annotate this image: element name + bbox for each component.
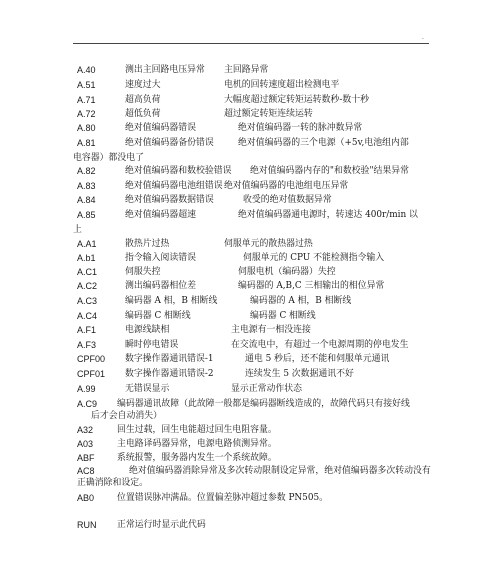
note-text: 回生过载，回生电能超过回生电阻容量。 [117, 425, 277, 435]
alarm-name: 速度过大 [125, 80, 161, 90]
alarm-description: 绝对值编码器的电池组电压异常 [224, 181, 349, 191]
alarm-description: 在交流电中，有超过一个电源周期的停电发生 [231, 340, 409, 350]
alarm-code: A.51 [77, 80, 96, 90]
alarm-code: A.C2 [77, 281, 98, 291]
note-text: 正确消除和设定。 [77, 478, 148, 488]
alarm-name: 编码器 A 相，B 相断线 [125, 296, 218, 306]
alarm-code: A.80 [77, 123, 96, 133]
alarm-description: 主电源有一相没连接 [231, 325, 311, 335]
alarm-name: 绝对值编码器数据错误 [125, 195, 214, 205]
alarm-code: A.71 [77, 95, 96, 105]
alarm-code: A.84 [77, 195, 96, 205]
alarm-name: 指令输入阅读错误 [125, 253, 196, 263]
alarm-code: A.40 [77, 65, 96, 75]
alarm-code: A.99 [77, 384, 96, 394]
alarm-name: 绝对值编码器备份错误 [125, 138, 214, 148]
alarm-description: 伺服电机（编码器）失控 [238, 267, 336, 277]
note-text: 系统报警，服务器内发生一个系统故障。 [117, 453, 277, 463]
alarm-description: 绝对值编码器内存的"和数校验"结果异常 [250, 166, 410, 176]
alarm-code: A.81 [77, 138, 96, 148]
note-text: 位置错误脉冲满晶。位置偏差脉冲超过参数 PN505。 [117, 493, 328, 503]
alarm-name: 电容器）都没电了 [73, 153, 144, 163]
note-code: A03 [77, 439, 94, 449]
alarm-code: A.A1 [77, 239, 97, 249]
alarm-name: 超低负荷 [125, 109, 161, 119]
alarm-code: A.83 [77, 181, 96, 191]
alarm-name: 超高负荷 [125, 95, 161, 105]
alarm-name: 绝对值编码器超速 [125, 210, 196, 220]
alarm-code: A.F3 [77, 340, 97, 350]
note-text: 主电路译码器异常，电源电路侦测异常。 [117, 439, 277, 449]
alarm-name: 测出主回路电压异常 [125, 65, 205, 75]
alarm-description: 编码器的 A,B,C 三相输出的相位异常 [238, 281, 385, 291]
alarm-name: 数字操作器通讯错误-1 [125, 354, 214, 364]
alarm-name: 数字操作器通讯错误-2 [125, 369, 214, 379]
alarm-code: A.C4 [77, 311, 98, 321]
alarm-description: 通电 5 秒后，还不能和伺服单元通讯 [245, 354, 390, 364]
note-text: 正常运行时显示此代码 [117, 520, 206, 530]
alarm-code: A.C1 [77, 267, 98, 277]
alarm-description: 绝对值编码器一转的脉冲数异常 [238, 123, 363, 133]
alarm-description: 显示正常动作状态 [231, 384, 302, 394]
alarm-name: 测出编码器相位差 [125, 281, 196, 291]
corner-mark: . [422, 34, 424, 41]
alarm-name: 伺服失控 [125, 267, 161, 277]
alarm-description: 编码器 C 相断线 [250, 311, 316, 321]
alarm-code: A.82 [77, 166, 96, 176]
alarm-name: 瞬时停电错误 [125, 340, 179, 350]
note-text: 后才会自动消失） [91, 411, 162, 421]
alarm-code: A.F1 [77, 325, 97, 335]
alarm-code: CPF00 [77, 354, 106, 364]
alarm-description: 电机的回转速度超出检测电平 [224, 80, 340, 90]
alarm-description: 大幅度超过额定转矩运转数秒-数十秒 [224, 95, 369, 105]
note-text: 编码器通讯故障（此故障一般都是编码器断线造成的，故障代码只有接好线 [117, 399, 410, 409]
alarm-name: 绝对值编码器和数校验错误 [125, 166, 232, 176]
alarm-code: A.85 [77, 210, 96, 220]
alarm-name: 电源线缺相 [125, 325, 170, 335]
alarm-description: 连续发生 5 次数据通讯不好 [245, 369, 354, 379]
alarm-name: 绝对值编码器电池组错误 [125, 181, 223, 191]
alarm-description: 收受的绝对值数据异常 [243, 195, 332, 205]
alarm-name: 无错误显示 [125, 384, 170, 394]
alarm-name: 散热片过热 [125, 239, 170, 249]
alarm-description: 绝对值编码器通电源时，转速达 400r/min 以 [238, 210, 418, 220]
alarm-code: CPF01 [77, 369, 106, 379]
alarm-description: 伺服单元的散热器过热 [224, 239, 313, 249]
alarm-name: 编码器 C 相断线 [125, 311, 191, 321]
alarm-name: 上 [73, 225, 82, 235]
alarm-description: 伺服单元的 CPU 不能检测指令输入 [243, 253, 385, 263]
alarm-description: 超过额定转矩连续运转 [224, 109, 313, 119]
alarm-code: A.72 [77, 109, 96, 119]
alarm-code: A.b1 [77, 253, 96, 263]
header-rule [73, 43, 429, 44]
note-text: 绝对值编码器消除异常及多次转动限制设定异常，绝对值编码器多次转动没有 [129, 466, 431, 476]
note-code: AB0 [77, 493, 95, 503]
note-code: A32 [77, 425, 94, 435]
note-code: ABF [77, 453, 95, 463]
note-code: A.C9 [77, 399, 98, 409]
alarm-name: 绝对值编码器错误 [125, 123, 196, 133]
alarm-description: 编码器的 A 相，B 相断线 [250, 296, 352, 306]
alarm-code: A.C3 [77, 296, 98, 306]
note-code: RUN [77, 520, 97, 530]
alarm-description: 主回路异常 [224, 65, 269, 75]
alarm-description: 绝对值编码器的三个电源（+5v,电池组内部 [238, 138, 409, 148]
note-code: AC8 [77, 466, 95, 476]
